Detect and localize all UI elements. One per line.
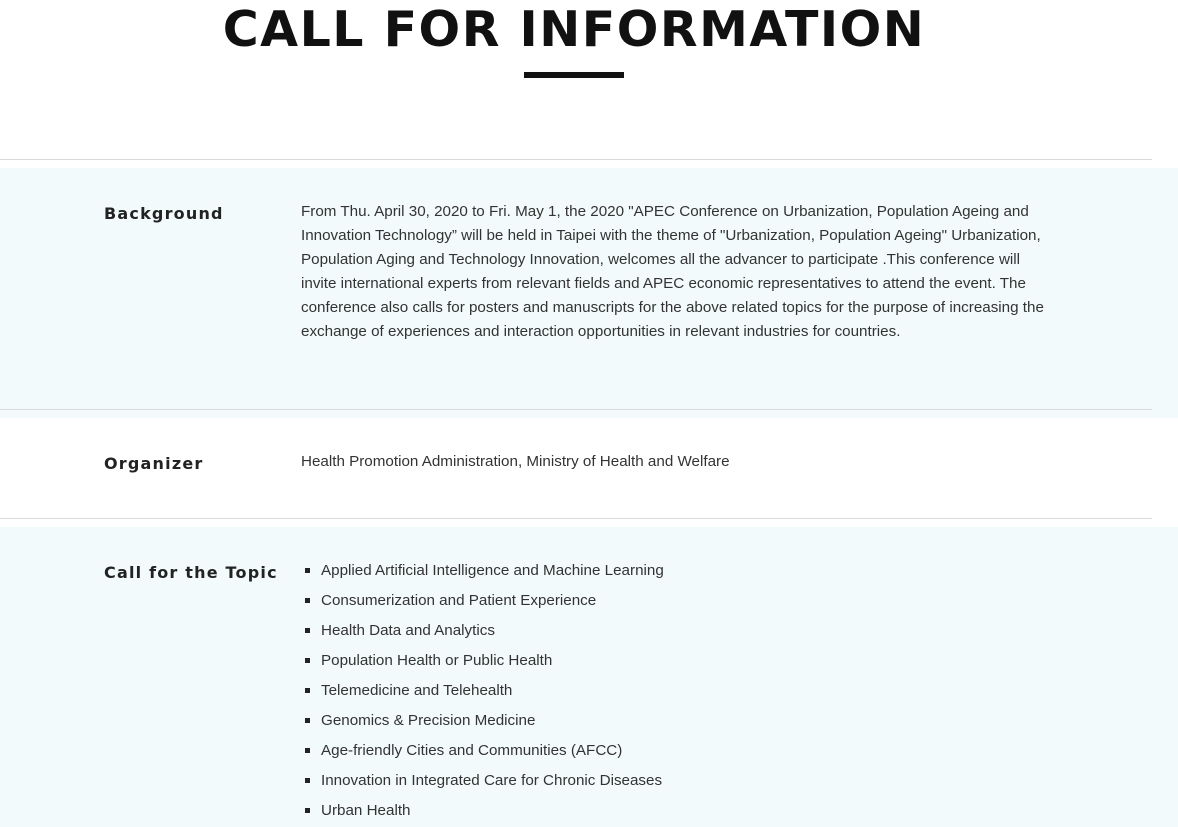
list-item xyxy=(301,591,1051,621)
list-item xyxy=(301,651,1051,681)
topics-section xyxy=(0,527,1178,827)
divider xyxy=(0,409,1152,410)
background-section xyxy=(0,168,1178,418)
bullet-icon xyxy=(305,688,310,693)
bullet-icon xyxy=(305,658,310,663)
background-text: From Thu. April 30, 2020 to Fri. May 1, the 2020 "APEC Conference on Urbanization, Population Ageing and Innovation Technology” will be held in Taipei with the theme of "Urbanization, Population Ageing" Urbanization, Population Aging and Technology Innovation, welcomes all the advancer to participate .This conference will invite international experts from relevant fields and APEC economic representatives to attend the event. The conference also calls for posters and manuscripts for the above related topics for the purpose of increasing the exchange of experiences and interaction opportunities in relevant industries for countries. xyxy=(301,203,1044,340)
bullet-icon xyxy=(305,778,310,783)
organizer-text: Health Promotion Administration, Ministry of Health and Welfare xyxy=(301,453,730,470)
topic-text: Telemedicine and Telehealth xyxy=(321,682,513,699)
bullet-icon xyxy=(305,748,310,753)
list-item xyxy=(301,621,1051,651)
topic-text: Genomics & Precision Medicine xyxy=(321,712,536,729)
list-item xyxy=(301,771,1051,801)
topics-label: Call for the Topic xyxy=(104,563,278,582)
divider xyxy=(0,518,1152,519)
page-title: CALL FOR INFORMATION xyxy=(222,1,926,58)
topic-text: Population Health or Public Health xyxy=(321,652,553,669)
organizer-section xyxy=(0,418,1178,518)
list-item xyxy=(301,561,1051,591)
list-item xyxy=(301,681,1051,711)
list-item xyxy=(301,741,1051,771)
background-label: Background xyxy=(104,204,224,223)
topic-text: Age-friendly Cities and Communities (AFCC) xyxy=(321,742,623,759)
page-header xyxy=(0,0,1178,160)
bullet-icon xyxy=(305,628,310,633)
bullet-icon xyxy=(305,598,310,603)
topic-text: Urban Health xyxy=(321,802,411,819)
organizer-label: Organizer xyxy=(104,454,204,473)
list-item xyxy=(301,801,1051,827)
topic-list xyxy=(301,561,1051,827)
bullet-icon xyxy=(305,718,310,723)
bullet-icon xyxy=(305,568,310,573)
topic-text: Applied Artificial Intelligence and Machine Learning xyxy=(321,562,664,579)
title-underline xyxy=(524,72,624,78)
topic-text: Innovation in Integrated Care for Chronic Diseases xyxy=(321,772,663,789)
divider xyxy=(0,159,1152,160)
topic-text: Health Data and Analytics xyxy=(321,622,495,639)
topic-text: Consumerization and Patient Experience xyxy=(321,592,597,609)
bullet-icon xyxy=(305,808,310,813)
list-item xyxy=(301,711,1051,741)
